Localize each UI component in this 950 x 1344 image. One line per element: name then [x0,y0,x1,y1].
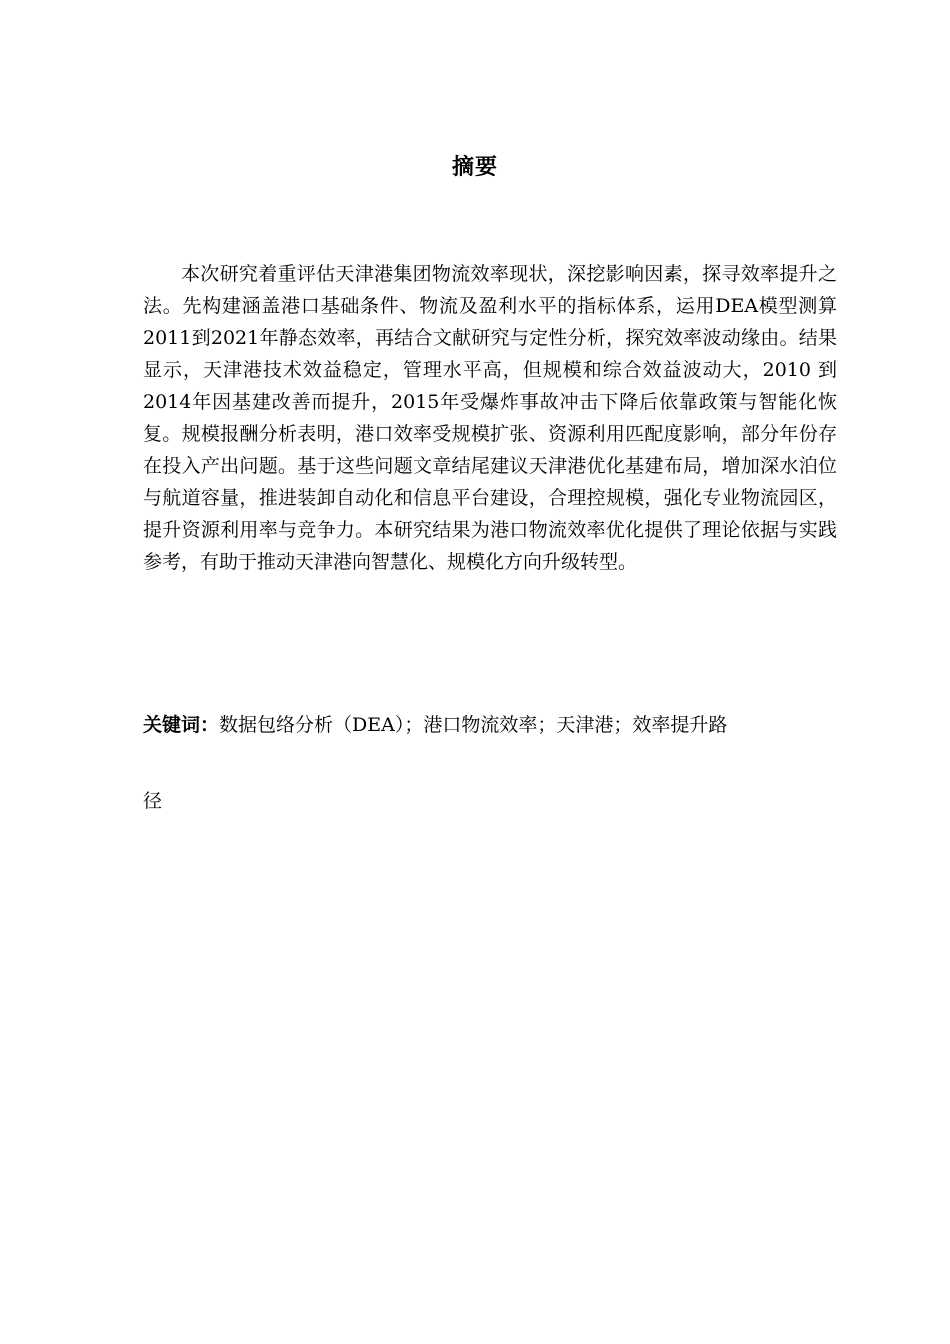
keywords-line [143,708,837,742]
keywords-text-continued: 径 [143,790,163,812]
page-title: 摘要 [451,155,498,180]
abstract-paragraph: 本次研究着重评估天津港集团物流效率现状，深挖影响因素，探寻效率提升之法。先构建涵盖港口基础条件、物流及盈利水平的指标体系，运用DEA模型测算2011到2021年静态效率，再结合文献研究与定性分析，探究效率波动缘由。结果显示，天津港技术效益稳定，管理水平高，但规模和综合效益波动大，2010 到2014年因基建改善而提升，2015年受爆炸事故冲击下降后依靠政策与智能化恢复。规模报酬分析表明，港口效率受规模扩张、资源利用匹配度影响，部分年份存在投入产出问题。基于这些问题文章结尾建议天津港优化基建布局，增加深水泊位与航道容量，推进装卸自动化和信息平台建设，合理控规模，强化专业物流园区，提升资源利用率与竞争力。本研究结果为港口物流效率优化提供了理论依据与实践参考，有助于推动天津港向智慧化、规模化方向升级转型。 [143,263,837,573]
keywords-text: 数据包络分析（DEA）；港口物流效率；天津港；效率提升路 [219,714,728,736]
keywords-label: 关键词： [143,714,220,736]
